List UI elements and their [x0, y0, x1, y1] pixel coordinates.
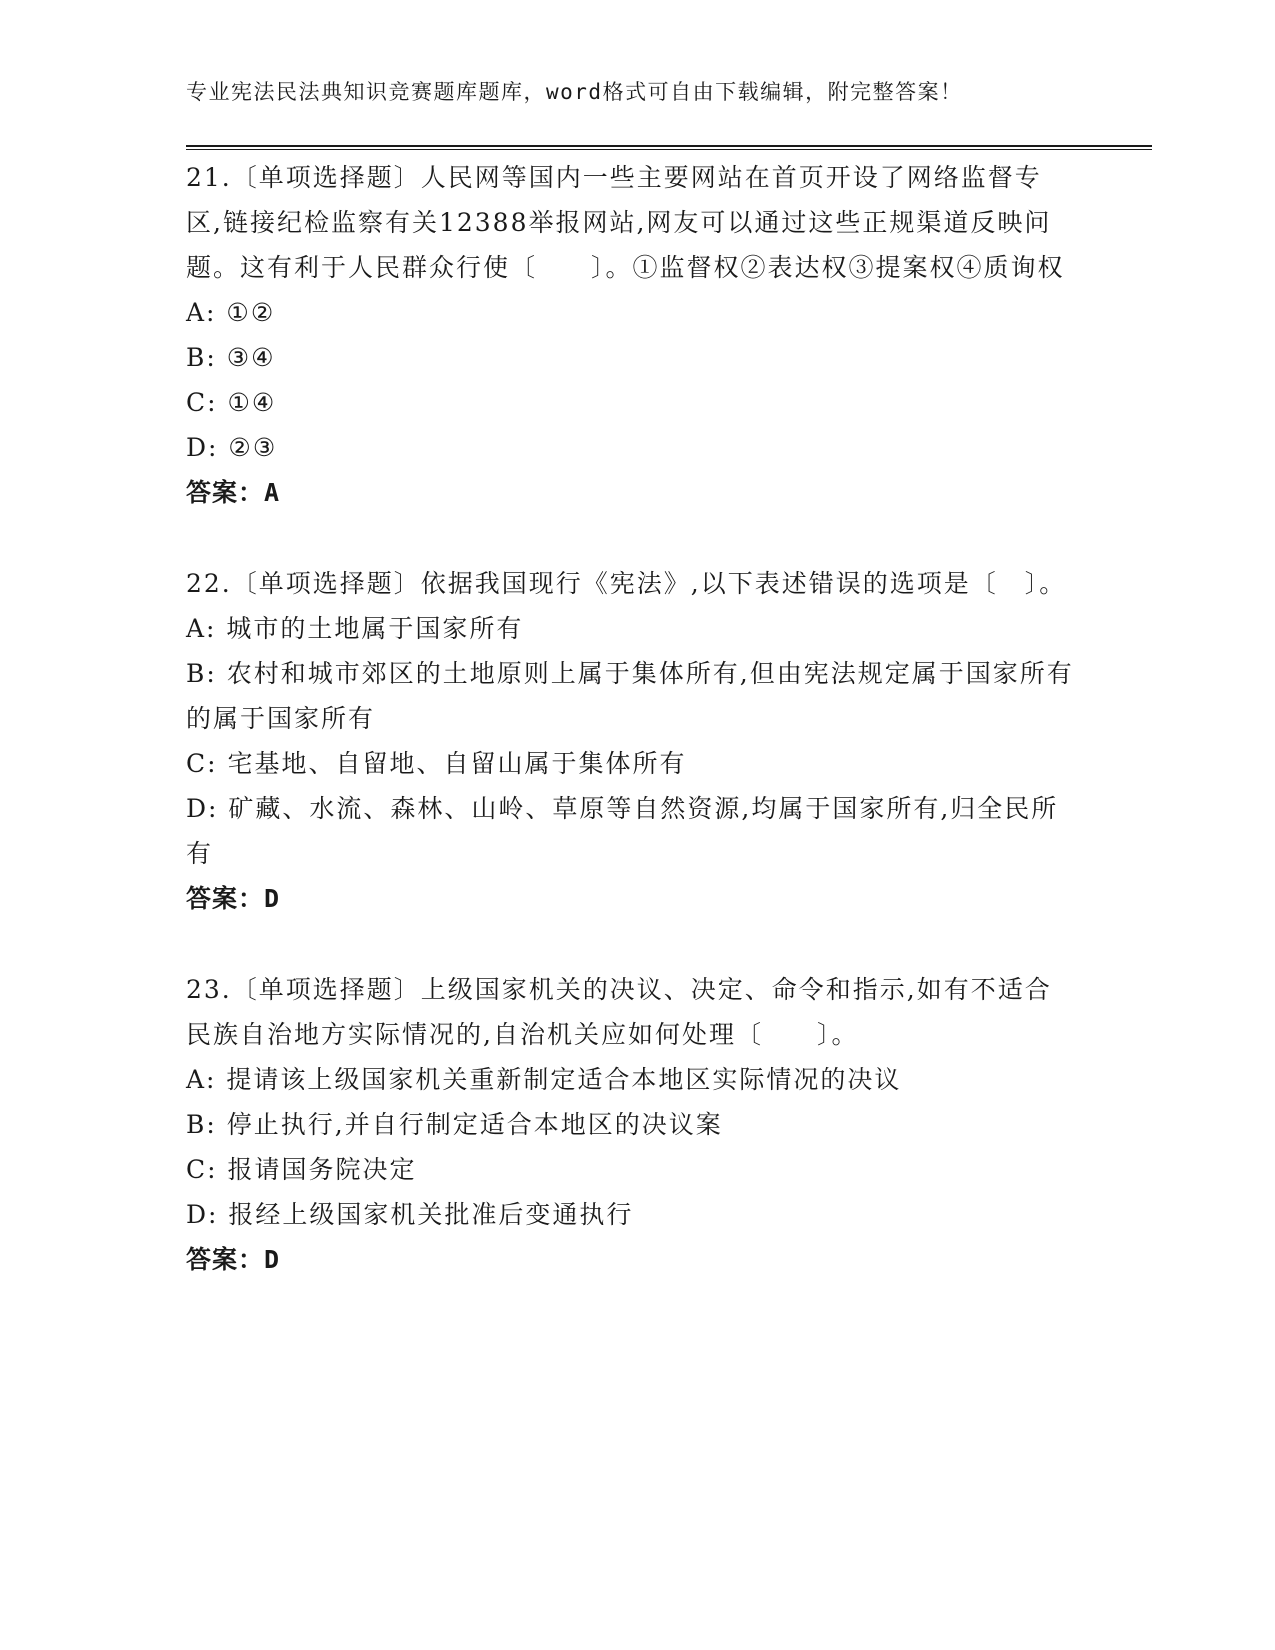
answer-line: 答案：A	[186, 478, 281, 507]
option-d: D: 矿藏、水流、森林、山岭、草原等自然资源,均属于国家所有,归全民所有	[186, 794, 1059, 868]
option-b: B: ③④	[186, 343, 276, 372]
question-21	[186, 155, 1076, 515]
option-c: C: 宅基地、自留地、自留山属于集体所有	[186, 749, 687, 778]
page-header: 专业宪法民法典知识竞赛题库题库，word格式可自由下载编辑，附完整答案！	[186, 80, 963, 104]
option-b: B: 停止执行,并自行制定适合本地区的决议案	[186, 1110, 723, 1139]
header-divider	[186, 145, 1152, 150]
answer-line: 答案：D	[186, 884, 281, 913]
option-a: A: 提请该上级国家机关重新制定适合本地区实际情况的决议	[186, 1065, 902, 1094]
option-d: D: 报经上级国家机关批准后变通执行	[186, 1200, 634, 1229]
question-stem: 22.〔单项选择题〕依据我国现行《宪法》,以下表述错误的选项是〔 〕。	[186, 569, 1067, 598]
option-c: C: ①④	[186, 388, 277, 417]
option-a: A: ①②	[186, 298, 276, 327]
option-c: C: 报请国务院决定	[186, 1155, 417, 1184]
option-a: A: 城市的土地属于国家所有	[186, 614, 524, 643]
question-stem: 23.〔单项选择题〕上级国家机关的决议、决定、命令和指示,如有不适合民族自治地方实际情况的,自治机关应如何处理〔 〕。	[186, 975, 1052, 1049]
option-d: D: ②③	[186, 433, 278, 462]
question-22	[186, 561, 1076, 921]
answer-line: 答案：D	[186, 1245, 281, 1274]
question-stem: 21.〔单项选择题〕人民网等国内一些主要网站在首页开设了网络监督专区,链接纪检监察有关12388举报网站,网友可以通过这些正规渠道反映问题。这有利于人民群众行使〔 〕。①监督权②表达权③提案权④质询权	[186, 163, 1065, 282]
question-23	[186, 967, 1076, 1282]
option-b: B: 农村和城市郊区的土地原则上属于集体所有,但由宪法规定属于国家所有的属于国家所有	[186, 659, 1074, 733]
question-list	[186, 155, 1076, 1328]
